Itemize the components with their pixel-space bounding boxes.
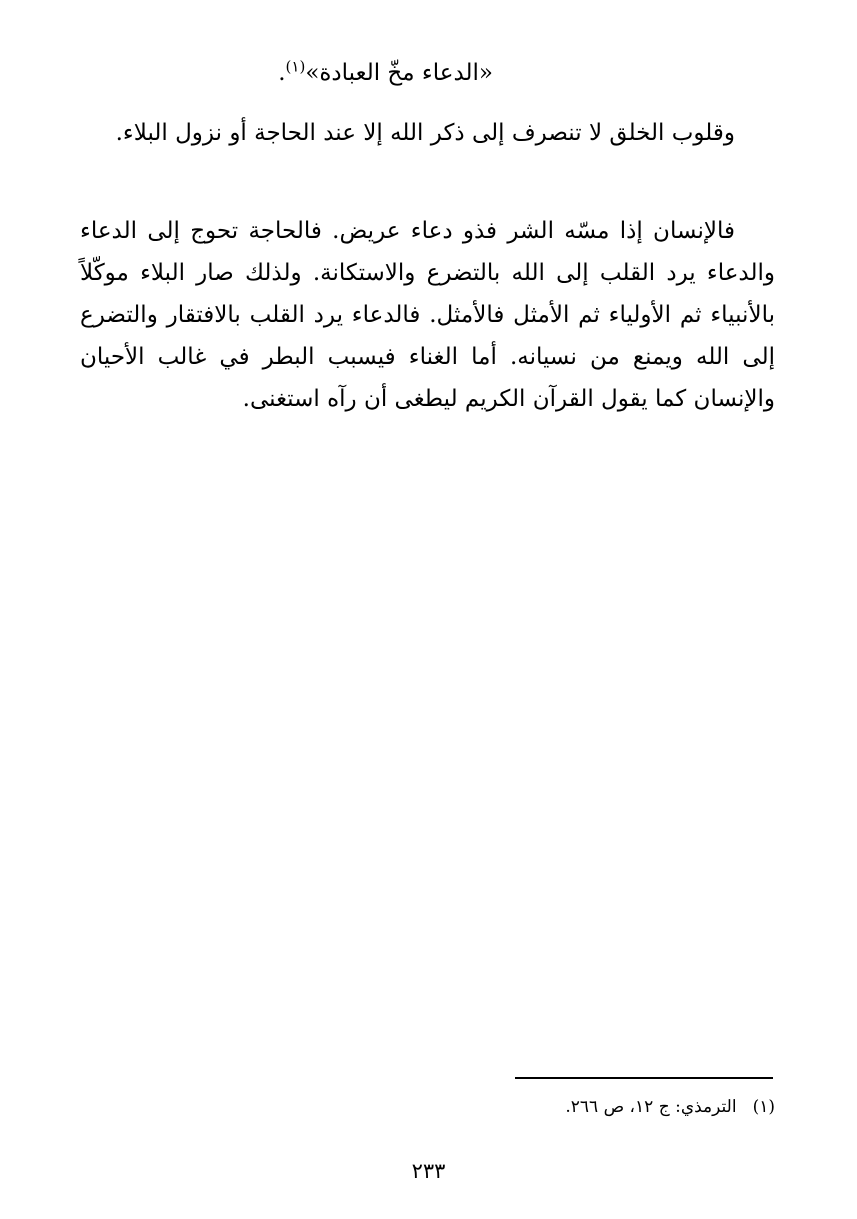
hadith-quote: «الدعاء مخّ العبادة» bbox=[305, 60, 493, 86]
footnote-divider bbox=[515, 1077, 773, 1079]
paragraph-1: وقلوب الخلق لا تنصرف إلى ذكر الله إلا عند الحاجة أو نزول البلاء. bbox=[115, 120, 735, 146]
footnote-text: الترمذي: ج ١٢، ص ٢٦٦. bbox=[565, 1097, 737, 1117]
footnote bbox=[565, 1094, 775, 1120]
quote-period: . bbox=[278, 60, 286, 86]
page-number: ٢٣٣ bbox=[411, 1159, 446, 1183]
hadith-quote-line bbox=[0, 52, 857, 94]
paragraph-2: فالإنسان إذا مسّه الشر فذو دعاء عريض. فالحاجة تحوج إلى الدعاء والدعاء يرد القلب إلى الله بالتضرع والاستكانة. ولذلك صار البلاء موكّلاً بالأنبياء ثم الأولياء ثم الأمثل فالأمثل. فالدعاء يرد القلب بالافتقار والتضرع إلى الله ويمنع من نسيانه. أما الغناء فيسبب البطر في غالب الأحيان والإنسان كما يقول القرآن الكريم ليطغى أن رآه استغنى. bbox=[80, 218, 775, 412]
footnote-number: (١) bbox=[752, 1097, 775, 1117]
footnote-reference[interactable]: (١) bbox=[285, 57, 306, 76]
